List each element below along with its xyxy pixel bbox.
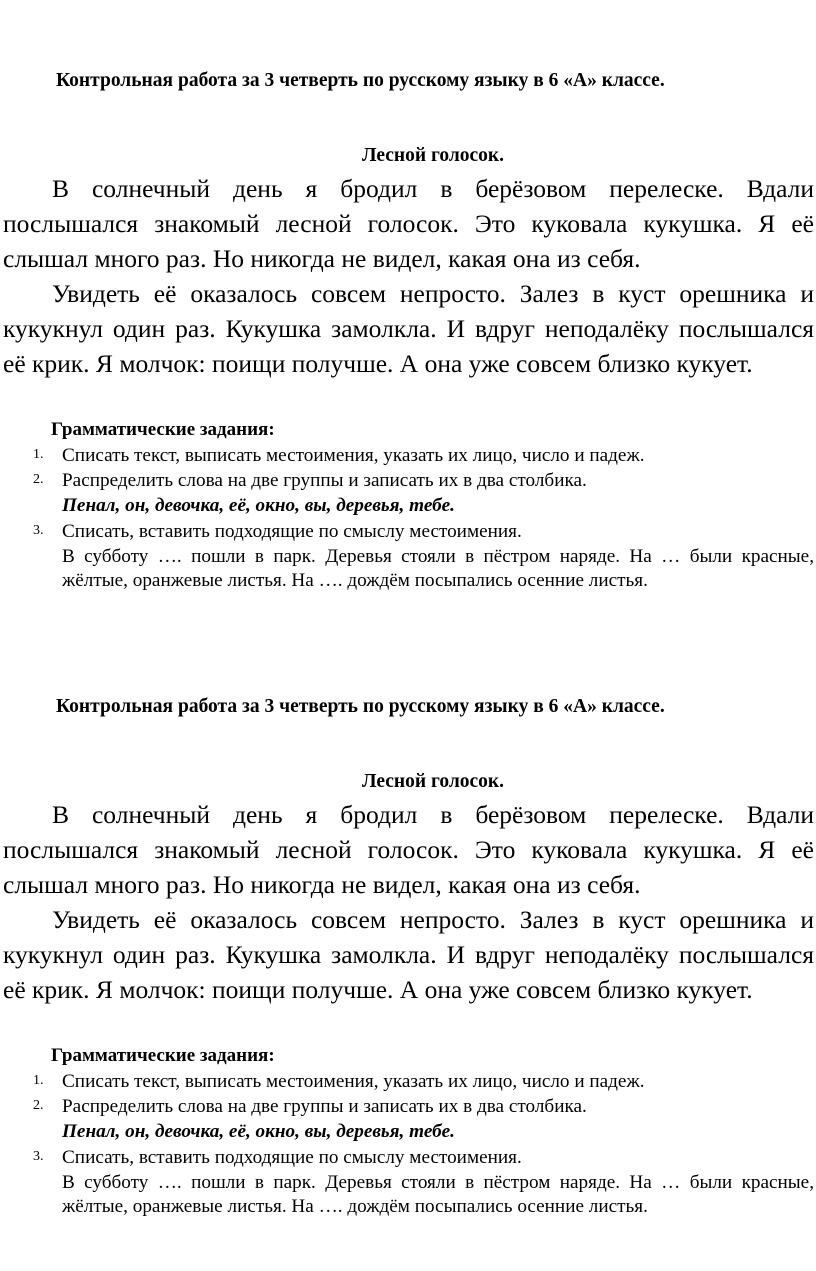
task-list: [0, 444, 816, 593]
task-number: 1.: [33, 447, 44, 462]
task-number: 2.: [33, 1098, 44, 1113]
grammar-heading: Грамматические задания:: [51, 419, 275, 440]
page-title: Контрольная работа за 3 четверть по русскому языку в 6 «А» классе.: [56, 70, 665, 91]
task-item-2: [0, 469, 816, 520]
task-number: 2.: [33, 472, 44, 487]
task-text: Распределить слова на две группы и записать их в два столбика.: [62, 470, 587, 491]
task-exercise-text: В субботу …. пошли в парк. Деревья стояли в пёстром наряде. На … были красные, жёлтые, оранжевые листья. На …. дождём посыпались осенние листья.: [62, 1172, 814, 1217]
task-exercise-text: В субботу …. пошли в парк. Деревья стояли в пёстром наряде. На … были красные, жёлтые, оранжевые листья. На …. дождём посыпались осенние листья.: [62, 546, 814, 591]
story-paragraph: В солнечный день я бродил в берёзовом перелеске. Вдали послышался знакомый лесной голосок. Это куковала кукушка. Я её слышал много раз. Но никогда не видел, какая она из себя.: [3, 800, 814, 899]
task-item-1: [0, 444, 816, 469]
task-word-list: Пенал, он, девочка, её, окно, вы, деревья, тебе.: [62, 1121, 455, 1142]
task-item-3: [0, 1146, 816, 1219]
story-paragraph: Увидеть её оказалось совсем непросто. Залез в куст орешника и кукукнул один раз. Кукушка замолкла. И вдруг неподалёку послышался её крик. Я молчок: поищи получше. А она уже совсем близко кукует.: [3, 279, 814, 378]
task-text: Списать, вставить подходящие по смыслу местоимения.: [62, 1147, 522, 1168]
task-text: Списать, вставить подходящие по смыслу местоимения.: [62, 521, 522, 542]
story-paragraph: Увидеть её оказалось совсем непросто. Залез в куст орешника и кукукнул один раз. Кукушка замолкла. И вдруг неподалёку послышался её крик. Я молчок: поищи получше. А она уже совсем близко кукует.: [3, 905, 814, 1004]
grammar-heading: Грамматические задания:: [51, 1045, 275, 1066]
task-item-1: [0, 1070, 816, 1095]
task-number: 3.: [33, 1149, 44, 1164]
story-text: [3, 171, 814, 381]
story-paragraph: В солнечный день я бродил в берёзовом перелеске. Вдали послышался знакомый лесной голосок. Это куковала кукушка. Я её слышал много раз. Но никогда не видел, какая она из себя.: [3, 174, 814, 273]
task-list: [0, 1070, 816, 1219]
task-number: 3.: [33, 523, 44, 538]
task-item-3: [0, 520, 816, 593]
text-title: Лесной голосок.: [361, 145, 505, 166]
page-title: Контрольная работа за 3 четверть по русскому языку в 6 «А» классе.: [56, 696, 665, 717]
task-text: Списать текст, выписать местоимения, указать их лицо, число и падеж.: [62, 1071, 645, 1092]
task-item-2: [0, 1095, 816, 1146]
task-text: Списать текст, выписать местоимения, указать их лицо, число и падеж.: [62, 445, 645, 466]
task-text: Распределить слова на две группы и записать их в два столбика.: [62, 1096, 587, 1117]
task-number: 1.: [33, 1073, 44, 1088]
text-title: Лесной голосок.: [361, 771, 505, 792]
story-text: [3, 797, 814, 1007]
task-word-list: Пенал, он, девочка, её, окно, вы, деревья, тебе.: [62, 495, 455, 516]
